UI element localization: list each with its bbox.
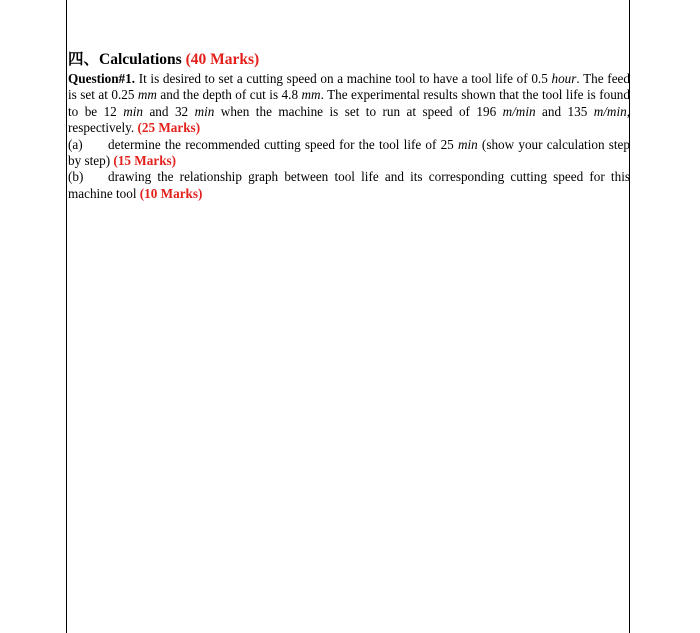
part-b <box>68 169 630 202</box>
part-b-text: drawing the relationship graph between tool life and its corresponding cutting speed for this machine tool <box>68 169 630 201</box>
question-text-part: and 32 <box>143 103 195 119</box>
question-text-part: and 135 <box>535 103 594 119</box>
part-a-text: determine the recommended cutting speed for the tool life of 25 <box>108 136 458 152</box>
question-text-part: and the depth of cut is 4.8 <box>156 87 302 103</box>
unit-mm: mm <box>137 87 157 103</box>
section-title: Calculations <box>99 51 186 68</box>
section-number: 四、 <box>68 51 100 68</box>
unit-min: min <box>457 136 478 152</box>
part-b-marks: (10 Marks) <box>139 185 203 201</box>
question-text-part: when the machine is set to run at speed of 196 <box>214 103 503 119</box>
part-b-tag: (b) <box>68 169 84 185</box>
unit-m-per-min: m/min <box>502 103 536 119</box>
unit-min: min <box>194 103 215 119</box>
question-1-text <box>68 71 630 137</box>
question-label: Question#1. <box>68 71 136 86</box>
unit-m-per-min: m/min <box>593 103 627 119</box>
question-marks: (25 Marks) <box>137 120 201 136</box>
section-heading <box>68 50 630 70</box>
unit-hour: hour <box>551 71 577 86</box>
question-text-part: It is desired to set a cutting speed on a machine tool to have a tool life of 0.5 <box>135 71 552 86</box>
question-text-part: , respectively. <box>68 103 630 136</box>
unit-mm: mm <box>301 87 321 103</box>
part-a-tag: (a) <box>68 136 83 152</box>
unit-min: min <box>123 103 144 119</box>
question-text-part: . The feed is set at 0.25 <box>68 71 630 103</box>
part-a <box>68 137 630 170</box>
part-a-text: (show your calculation step by step) <box>68 136 630 169</box>
document-content <box>68 50 630 202</box>
section-marks: (40 Marks) <box>185 51 260 68</box>
question-text-part: . The experimental results shown that the tool life is found to be 12 <box>68 87 630 119</box>
part-a-marks: (15 Marks) <box>113 153 177 169</box>
